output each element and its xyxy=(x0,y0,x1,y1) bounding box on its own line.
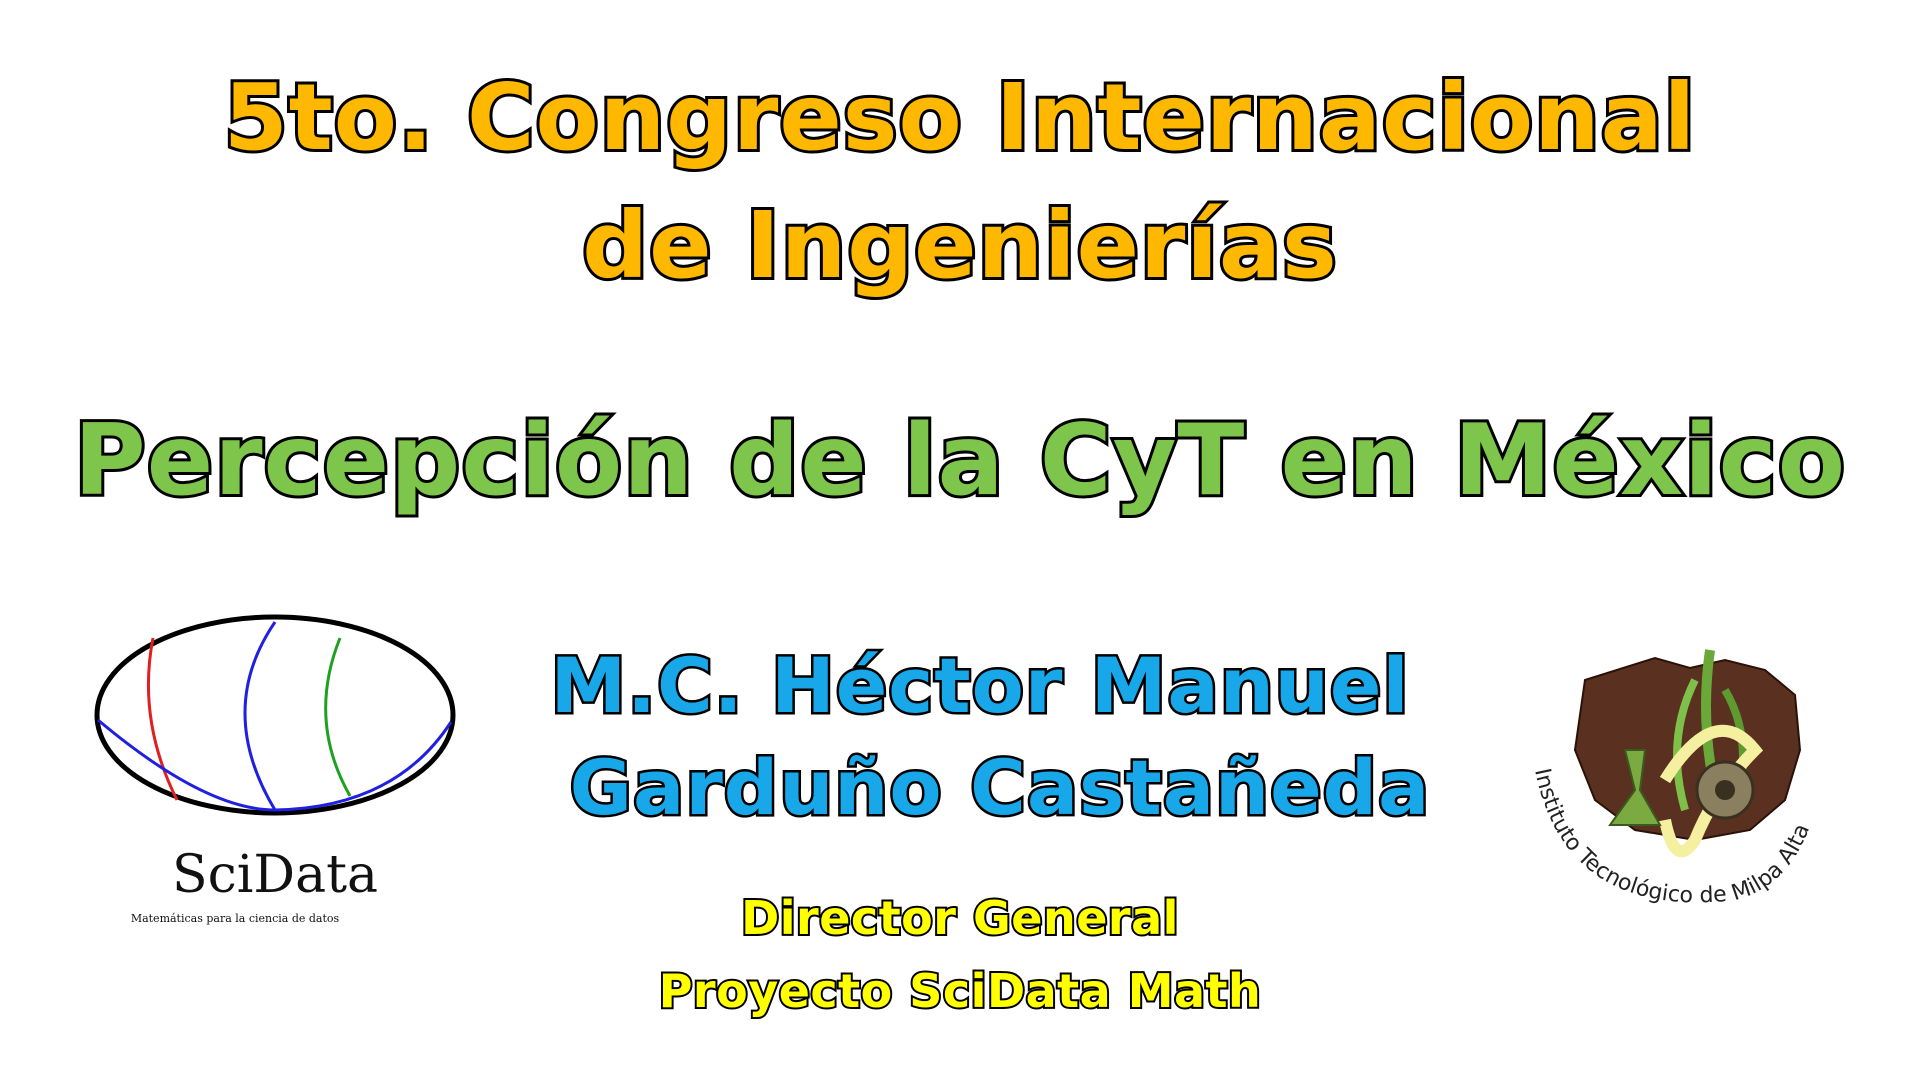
speaker-name-line1: M.C. Héctor Manuel xyxy=(550,641,1410,730)
scidata-logo xyxy=(85,610,465,930)
event-title-line2: de Ingenierías xyxy=(582,192,1338,299)
scidata-logo-tagline: Matemáticas para la ciencia de datos xyxy=(130,912,340,925)
speaker-role-line2: Proyecto SciData Math xyxy=(658,964,1262,1018)
speaker-name-line2: Garduño Castañeda xyxy=(569,743,1431,832)
itma-logo xyxy=(1515,640,1835,940)
itma-logo-name: Instituto Tecnológico de Milpa Alta xyxy=(1529,766,1816,909)
speaker-role-line1: Director General xyxy=(741,891,1179,945)
scidata-logo-name: SciData xyxy=(172,845,378,905)
talk-topic: Percepción de la CyT en México xyxy=(73,404,1847,518)
itma-emblem-icon xyxy=(1575,650,1800,851)
globe-ellipse-icon xyxy=(97,617,453,813)
event-title-line1: 5to. Congreso Internacional xyxy=(223,64,1697,171)
